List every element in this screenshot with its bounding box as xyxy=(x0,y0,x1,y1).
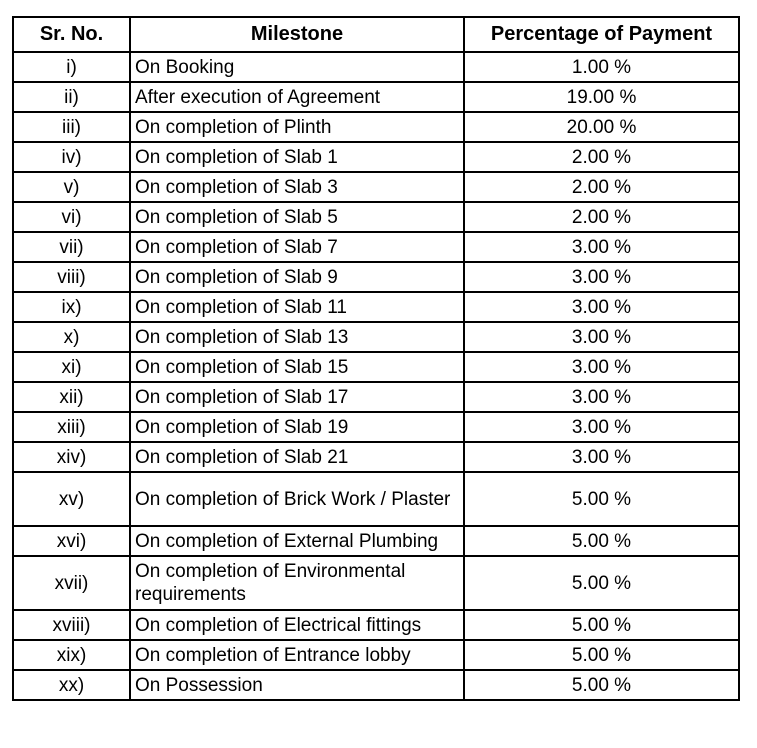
table-row xyxy=(13,52,739,82)
percentage-cell: 5.00 % xyxy=(464,556,739,610)
sr-no-cell: ii) xyxy=(13,82,130,112)
table-row xyxy=(13,670,739,700)
percentage-cell: 3.00 % xyxy=(464,412,739,442)
sr-no-cell: xiv) xyxy=(13,442,130,472)
sr-no-cell: iii) xyxy=(13,112,130,142)
milestone-cell: On completion of Environmental requirements xyxy=(130,556,464,610)
percentage-cell: 1.00 % xyxy=(464,52,739,82)
milestone-cell: On completion of Slab 13 xyxy=(130,322,464,352)
percentage-cell: 5.00 % xyxy=(464,610,739,640)
percentage-cell: 2.00 % xyxy=(464,142,739,172)
milestone-cell: On completion of Slab 9 xyxy=(130,262,464,292)
milestone-cell: On completion of Slab 21 xyxy=(130,442,464,472)
percentage-cell: 2.00 % xyxy=(464,172,739,202)
sr-no-cell: v) xyxy=(13,172,130,202)
table-row xyxy=(13,172,739,202)
percentage-cell: 2.00 % xyxy=(464,202,739,232)
milestone-cell: On completion of Brick Work / Plaster xyxy=(130,472,464,526)
table-row xyxy=(13,112,739,142)
table-row xyxy=(13,640,739,670)
milestone-cell: On completion of Slab 15 xyxy=(130,352,464,382)
milestone-cell: After execution of Agreement xyxy=(130,82,464,112)
percentage-cell: 5.00 % xyxy=(464,472,739,526)
sr-no-cell: xi) xyxy=(13,352,130,382)
percentage-cell: 3.00 % xyxy=(464,442,739,472)
percentage-cell: 5.00 % xyxy=(464,670,739,700)
table-row xyxy=(13,472,739,526)
table-row xyxy=(13,556,739,610)
percentage-cell: 5.00 % xyxy=(464,526,739,556)
sr-no-cell: xviii) xyxy=(13,610,130,640)
milestone-cell: On completion of Slab 5 xyxy=(130,202,464,232)
table-row xyxy=(13,262,739,292)
percentage-cell: 3.00 % xyxy=(464,292,739,322)
milestone-cell: On completion of Slab 3 xyxy=(130,172,464,202)
header-sr-no: Sr. No. xyxy=(13,17,130,52)
sr-no-cell: x) xyxy=(13,322,130,352)
table-row xyxy=(13,82,739,112)
table-row xyxy=(13,412,739,442)
percentage-cell: 3.00 % xyxy=(464,382,739,412)
milestone-cell: On completion of Plinth xyxy=(130,112,464,142)
table-row xyxy=(13,610,739,640)
sr-no-cell: vii) xyxy=(13,232,130,262)
sr-no-cell: xvi) xyxy=(13,526,130,556)
milestone-cell: On completion of Slab 19 xyxy=(130,412,464,442)
sr-no-cell: xx) xyxy=(13,670,130,700)
payment-schedule-table xyxy=(12,16,740,701)
sr-no-cell: xv) xyxy=(13,472,130,526)
table-row xyxy=(13,382,739,412)
sr-no-cell: i) xyxy=(13,52,130,82)
sr-no-cell: xvii) xyxy=(13,556,130,610)
header-row xyxy=(13,17,739,52)
header-percentage: Percentage of Payment xyxy=(464,17,739,52)
milestone-cell: On completion of Slab 7 xyxy=(130,232,464,262)
sr-no-cell: xii) xyxy=(13,382,130,412)
table-row xyxy=(13,292,739,322)
milestone-cell: On completion of Entrance lobby xyxy=(130,640,464,670)
milestone-cell: On completion of Slab 17 xyxy=(130,382,464,412)
table-row xyxy=(13,526,739,556)
sr-no-cell: xix) xyxy=(13,640,130,670)
table-row xyxy=(13,352,739,382)
percentage-cell: 3.00 % xyxy=(464,322,739,352)
header-milestone: Milestone xyxy=(130,17,464,52)
milestone-cell: On Booking xyxy=(130,52,464,82)
sr-no-cell: iv) xyxy=(13,142,130,172)
percentage-cell: 20.00 % xyxy=(464,112,739,142)
table-row xyxy=(13,142,739,172)
table-row xyxy=(13,442,739,472)
sr-no-cell: vi) xyxy=(13,202,130,232)
sr-no-cell: viii) xyxy=(13,262,130,292)
table-row xyxy=(13,232,739,262)
sr-no-cell: ix) xyxy=(13,292,130,322)
milestone-cell: On completion of Slab 11 xyxy=(130,292,464,322)
table-row xyxy=(13,202,739,232)
milestone-cell: On completion of External Plumbing xyxy=(130,526,464,556)
percentage-cell: 3.00 % xyxy=(464,352,739,382)
percentage-cell: 19.00 % xyxy=(464,82,739,112)
sr-no-cell: xiii) xyxy=(13,412,130,442)
milestone-cell: On Possession xyxy=(130,670,464,700)
percentage-cell: 3.00 % xyxy=(464,262,739,292)
milestone-cell: On completion of Slab 1 xyxy=(130,142,464,172)
table-row xyxy=(13,322,739,352)
milestone-cell: On completion of Electrical fittings xyxy=(130,610,464,640)
percentage-cell: 5.00 % xyxy=(464,640,739,670)
percentage-cell: 3.00 % xyxy=(464,232,739,262)
